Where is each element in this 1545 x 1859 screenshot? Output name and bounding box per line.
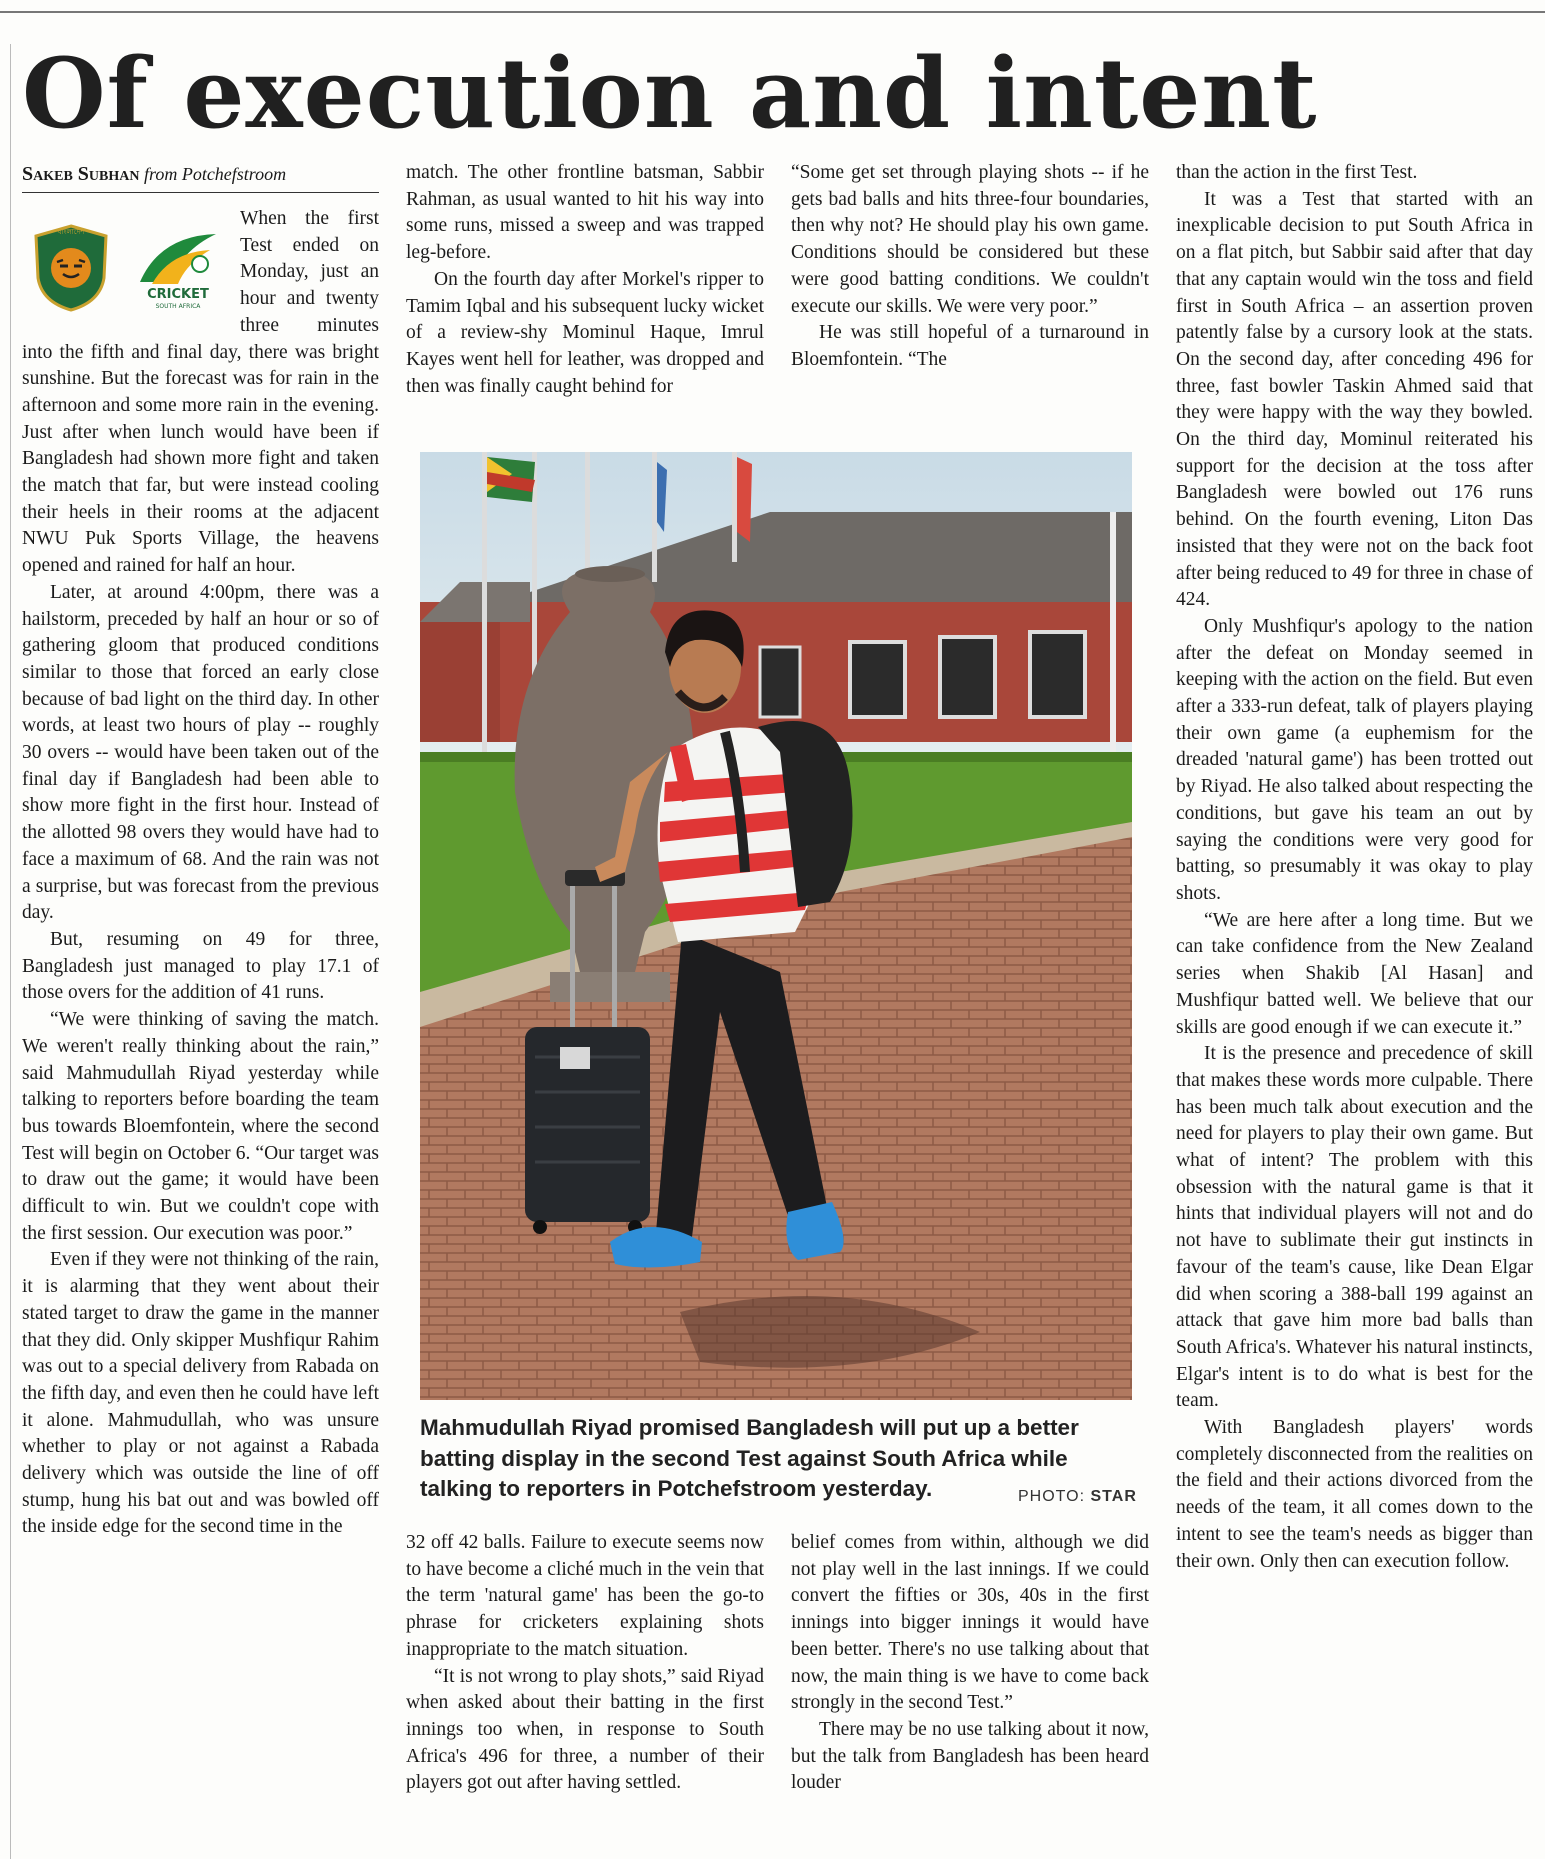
paragraph: With Bangladesh players' words completely disconnected from the realities on the field and their actions divorced from the needs of the team, it all comes down to the intent to see the team's needs as bigger than their own. Only then can execution follow. — [1176, 1417, 1533, 1572]
article-column-1 — [22, 206, 379, 1541]
photo-credit-source: STAR — [1090, 1488, 1137, 1505]
article-column-2-bottom — [406, 1530, 764, 1797]
bangladesh-cricket-board-logo — [30, 222, 112, 314]
csa-logo-text: CRICKET — [147, 287, 209, 302]
paragraph: It is the presence and precedence of skill that makes these words more culpable. There has been much talk about execution and the need for players to play their own game. But what of intent? The problem with this obsession with the natural game is that it hints that individual players will not and do not have to sublimate their gut instincts in favour of the team's cause, like Dean Elgar did when scoring a 388-ball 199 against an attack that gave him more bad balls than South Africa's. Whatever his natural instincts, Elgar's intent is to do what is best for the team. — [1176, 1043, 1533, 1412]
paragraph: There may be no use talking about it now, but the talk from Bangladesh has been heard louder — [791, 1718, 1149, 1794]
byline — [22, 163, 379, 193]
photo-credit-label: PHOTO: — [1018, 1488, 1086, 1505]
paragraph: Even if they were not thinking of the rain, it is alarming that they went about their stated target to draw the game in the manner that they did. Only skipper Mushfiqur Rahim was out to a special delivery from Rabada on the fifth day, and even then he could have left it alone. Mahmudullah, who was unsure whether to play or not against a Rabada delivery which was outside the line of off stump, hung his bat out and was bowled off the inside edge for the second time in the — [22, 1249, 379, 1538]
paragraph: “Some get set through playing shots -- if he gets bad balls and hits three-four boundaries, then why not? He should play his own game. Conditions should be considered but these were good batting conditions. We couldn't execute our skills. We were very poor.” — [791, 162, 1149, 317]
article-column-4 — [1176, 160, 1533, 1575]
team-logos — [22, 208, 230, 333]
article-column-2-top — [406, 160, 764, 400]
paragraph: But, resuming on 49 for three, Bangladesh just managed to play 17.1 of those overs for the addition of 41 runs. — [22, 928, 379, 1004]
cricket-south-africa-logo — [130, 224, 226, 312]
paragraph: “We were thinking of saving the match. We weren't really thinking about the rain,” said Mahmudullah Riyad yesterday while talking to reporters before boarding the team bus towards Bloemfontein, where the second Test will begin on October 6. “Our target was to draw out the game; it would have been difficult to win. But we couldn't cope with the first session. Our execution was poor.” — [22, 1009, 379, 1244]
bcb-logo-text: বাংলাদেশ — [57, 228, 85, 236]
photo-credit — [1018, 1488, 1137, 1506]
paragraph: than the action in the first Test. — [1176, 162, 1418, 183]
byline-author: Sakeb Subhan — [22, 163, 140, 185]
paragraph: Later, at around 4:00pm, there was a hailstorm, preceded by half an hour or so of gathering gloom that produced conditions similar to those that forced an early close because of bad light on the third day. In other words, at least two hours of play -- roughly 30 overs -- would have been taken out of the final day if Bangladesh had been able to show more fight in the first hour. Instead of the allotted 98 overs they would have had to face a maximum of 68. And the rain was not a surprise, but was forecast from the previous day. — [22, 581, 379, 924]
paragraph: “We are here after a long time. But we can take confidence from the New Zealand series when Shakib [Al Hasan] and Mushfiqur batted well. We believe that our skills are good enough if we can execute it.” — [1176, 909, 1533, 1038]
paragraph: match. The other frontline batsman, Sabbir Rahman, as usual wanted to hit his way into some runs, missed a sweep and was trapped leg-before. — [406, 162, 764, 264]
paragraph: Only Mushfiqur's apology to the nation after the defeat on Monday seemed in keeping with the action on the field. But even after a 333-run defeat, talk of players playing their own game (a euphemism for the dreaded 'natural game') has been trotted out by Riyad. He also talked about respecting the conditions, but gave his team an out by saying the conditions were very good for batting, so presumably it was okay to play shots. — [1176, 615, 1533, 904]
article-column-3-top — [791, 160, 1149, 374]
player-with-luggage-photo — [420, 452, 1132, 1400]
paragraph: On the fourth day after Morkel's ripper to Tamim Iqbal and his subsequent lucky wicket of a review-shy Mominul Haque, Imrul Kayes went hell for leather, was dropped and then was finally caught behind for — [406, 268, 764, 397]
paragraph: 32 off 42 balls. Failure to execute seems now to have become a cliché much in the vein that the term 'natural game' has been the go-to phrase for cricketers explaining shots inappropriate to the match situation. — [406, 1532, 764, 1660]
paragraph: When the first Test ended on Monday, just an hour and twenty three minutes into the fifth and final day, there was bright sunshine. But the forecast was for rain in the afternoon and some more rain in the evening. Just after when lunch would have been if Bangladesh had shown more fight and taken the match that far, but were instead cooling their heels in their rooms at the adjacent NWU Puk Sports Village, the heavens opened and rained for half an hour. — [22, 208, 379, 577]
byline-location: from Potchefstroom — [143, 164, 287, 184]
paragraph: He was still hopeful of a turnaround in Bloemfontein. “The — [791, 322, 1149, 370]
top-rule — [0, 11, 1545, 13]
csa-logo-subtext: SOUTH AFRICA — [155, 303, 201, 310]
paragraph: It was a Test that started with an inexplicable decision to put South Africa in on a flat pitch, but Sabbir said after that day that any captain would win the toss and field first in South Africa – an assertion proven patently false by a cursory look at the stats. On the second day, after conceding 496 for three, fast bowler Taskin Ahmed said that they were happy with the way they bowled. On the third day, Mominul reiterated his support for the decision at the toss after Bangladesh were bowled out 176 runs behind. On the fourth evening, Liton Das insisted that they were not on the back foot after being reduced to 49 for three in chase of 424. — [1176, 188, 1533, 611]
left-column-rule — [10, 44, 11, 1859]
news-photo — [420, 452, 1132, 1400]
headline: Of execution and intent — [22, 37, 1318, 150]
paragraph: belief comes from within, although we did not play well in the last innings. If we could convert the fifties or 30s, 40s in the first innings into bigger innings it would have been better. There's no use talking about that now, the main thing is we have to come back strongly in the second Test.” — [791, 1532, 1149, 1714]
article-column-3-bottom — [791, 1530, 1149, 1797]
photo-caption: Mahmudullah Riyad promised Bangladesh will put up a better batting display in the second Test against South Africa while talking to reporters in Potchefstroom yesterday. — [420, 1415, 1079, 1501]
paragraph: “It is not wrong to play shots,” said Riyad when asked about their batting in the first innings too when, in response to South Africa's 496 for three, a number of their players got out after having settled. — [406, 1665, 764, 1794]
